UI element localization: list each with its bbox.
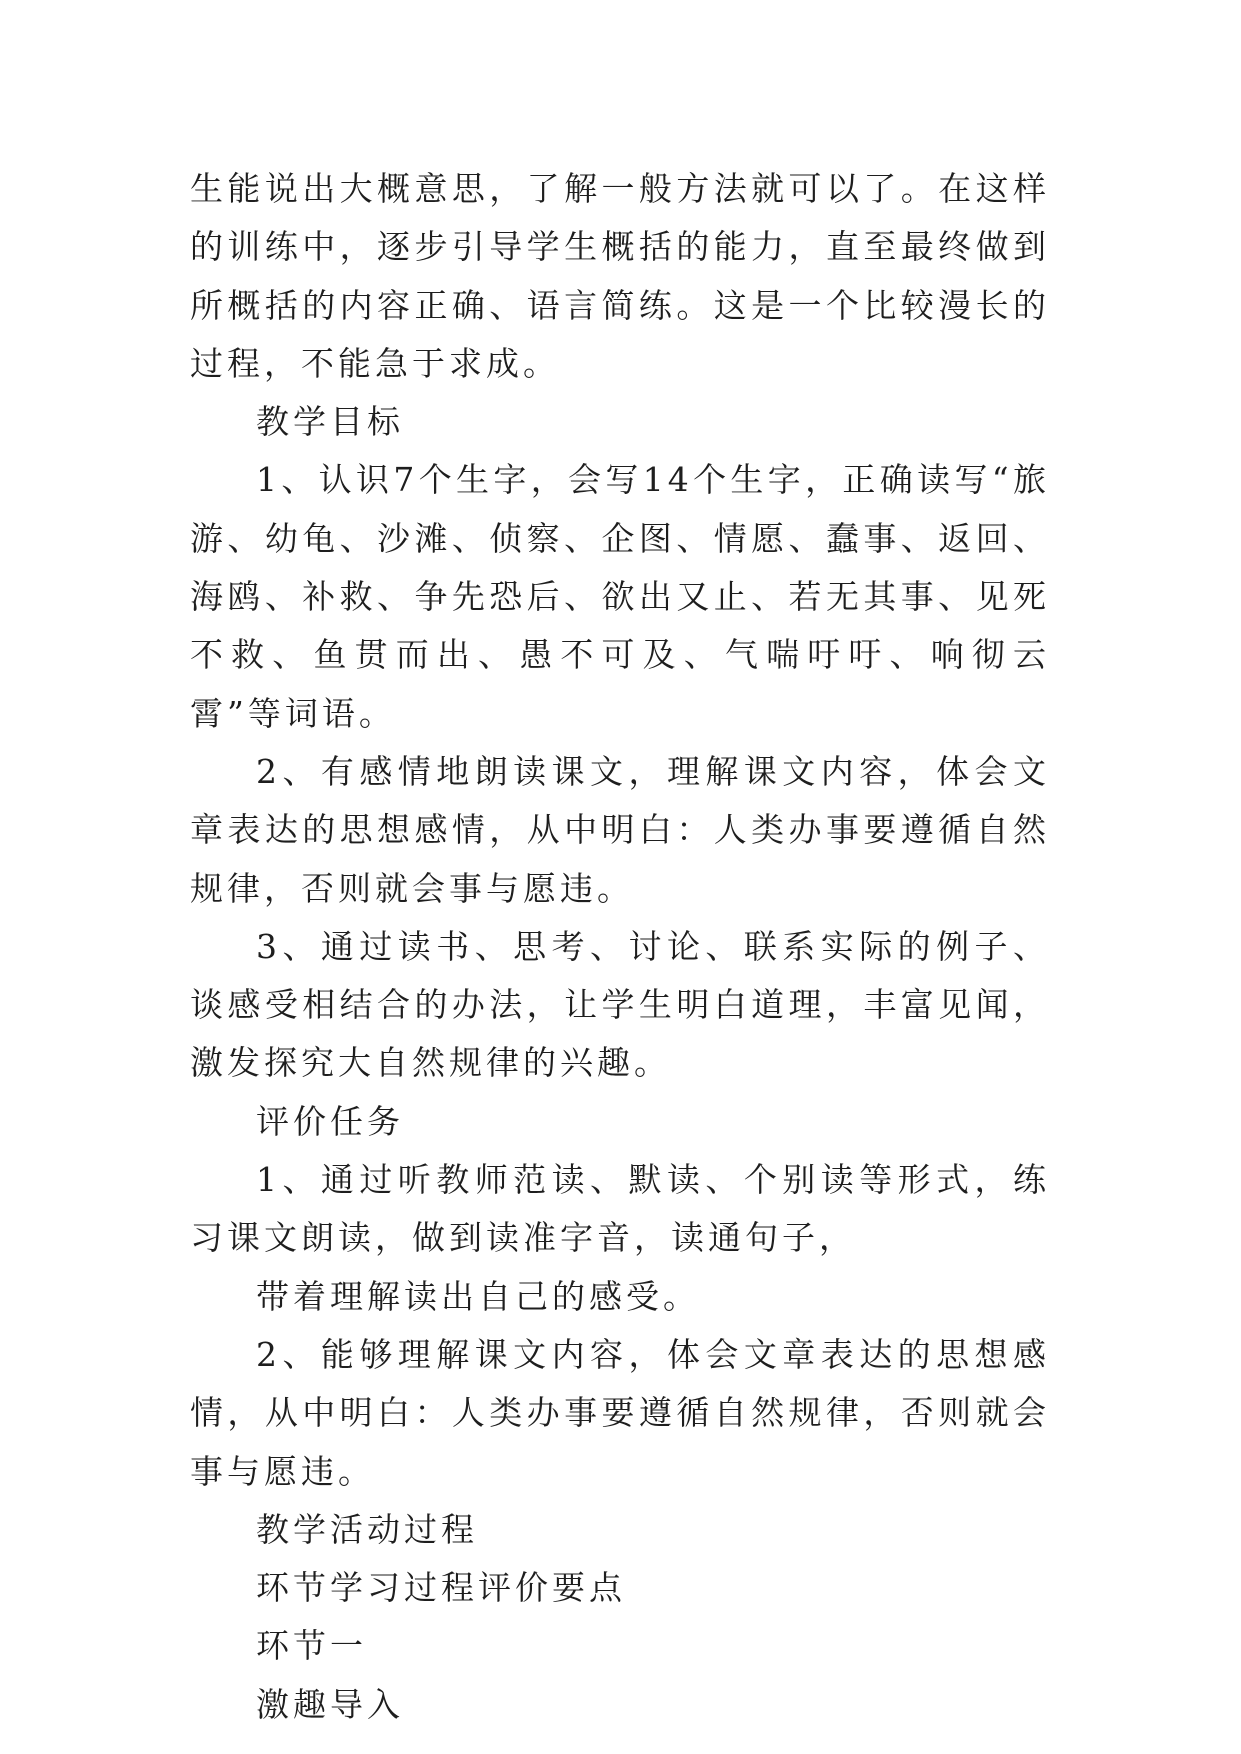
heading-teaching-process: 教学活动过程 bbox=[256, 1509, 478, 1549]
goal-item-2: 2、有感情地朗读课文，理解课文内容，体会文章表达的思想感情，从中明白：人类办事要遵循自然规律，否则就会事与愿违。 bbox=[190, 751, 1050, 908]
goal-item-1: 1、认识7个生字，会写14个生字，正确读写“旅游、幼龟、沙滩、侦察、企图、情愿、蠢事、返回、海鸥、补救、争先恐后、欲出又止、若无其事、见死不救、鱼贯而出、愚不可及、气喘吁吁、响彻云霄”等词语。 bbox=[190, 460, 1050, 733]
step-one-title: 激趣导入 bbox=[256, 1684, 404, 1724]
task-item-2: 2、能够理解课文内容，体会文章表达的思想感情，从中明白：人类办事要遵循自然规律，否则就会事与愿违。 bbox=[190, 1334, 1050, 1491]
process-columns-heading: 环节学习过程评价要点 bbox=[256, 1568, 626, 1608]
intro-paragraph: 生能说出大概意思，了解一般方法就可以了。在这样的训练中，逐步引导学生概括的能力，直至最终做到所概括的内容正确、语言简练。这是一个比较漫长的过程，不能急于求成。 bbox=[190, 169, 1050, 383]
task-item-1-continued: 带着理解读出自己的感受。 bbox=[256, 1276, 700, 1316]
heading-step-one: 环节一 bbox=[256, 1626, 367, 1666]
goal-item-3: 3、通过读书、思考、讨论、联系实际的例子、谈感受相结合的办法，让学生明白道理，丰富见闻，激发探究大自然规律的兴趣。 bbox=[190, 926, 1050, 1083]
task-item-1: 1、通过听教师范读、默读、个别读等形式，练习课文朗读，做到读准字音，读通句子， bbox=[190, 1160, 1050, 1258]
heading-evaluation-tasks: 评价任务 bbox=[256, 1101, 404, 1141]
document-body bbox=[190, 160, 1050, 1734]
heading-teaching-goals: 教学目标 bbox=[256, 402, 404, 442]
